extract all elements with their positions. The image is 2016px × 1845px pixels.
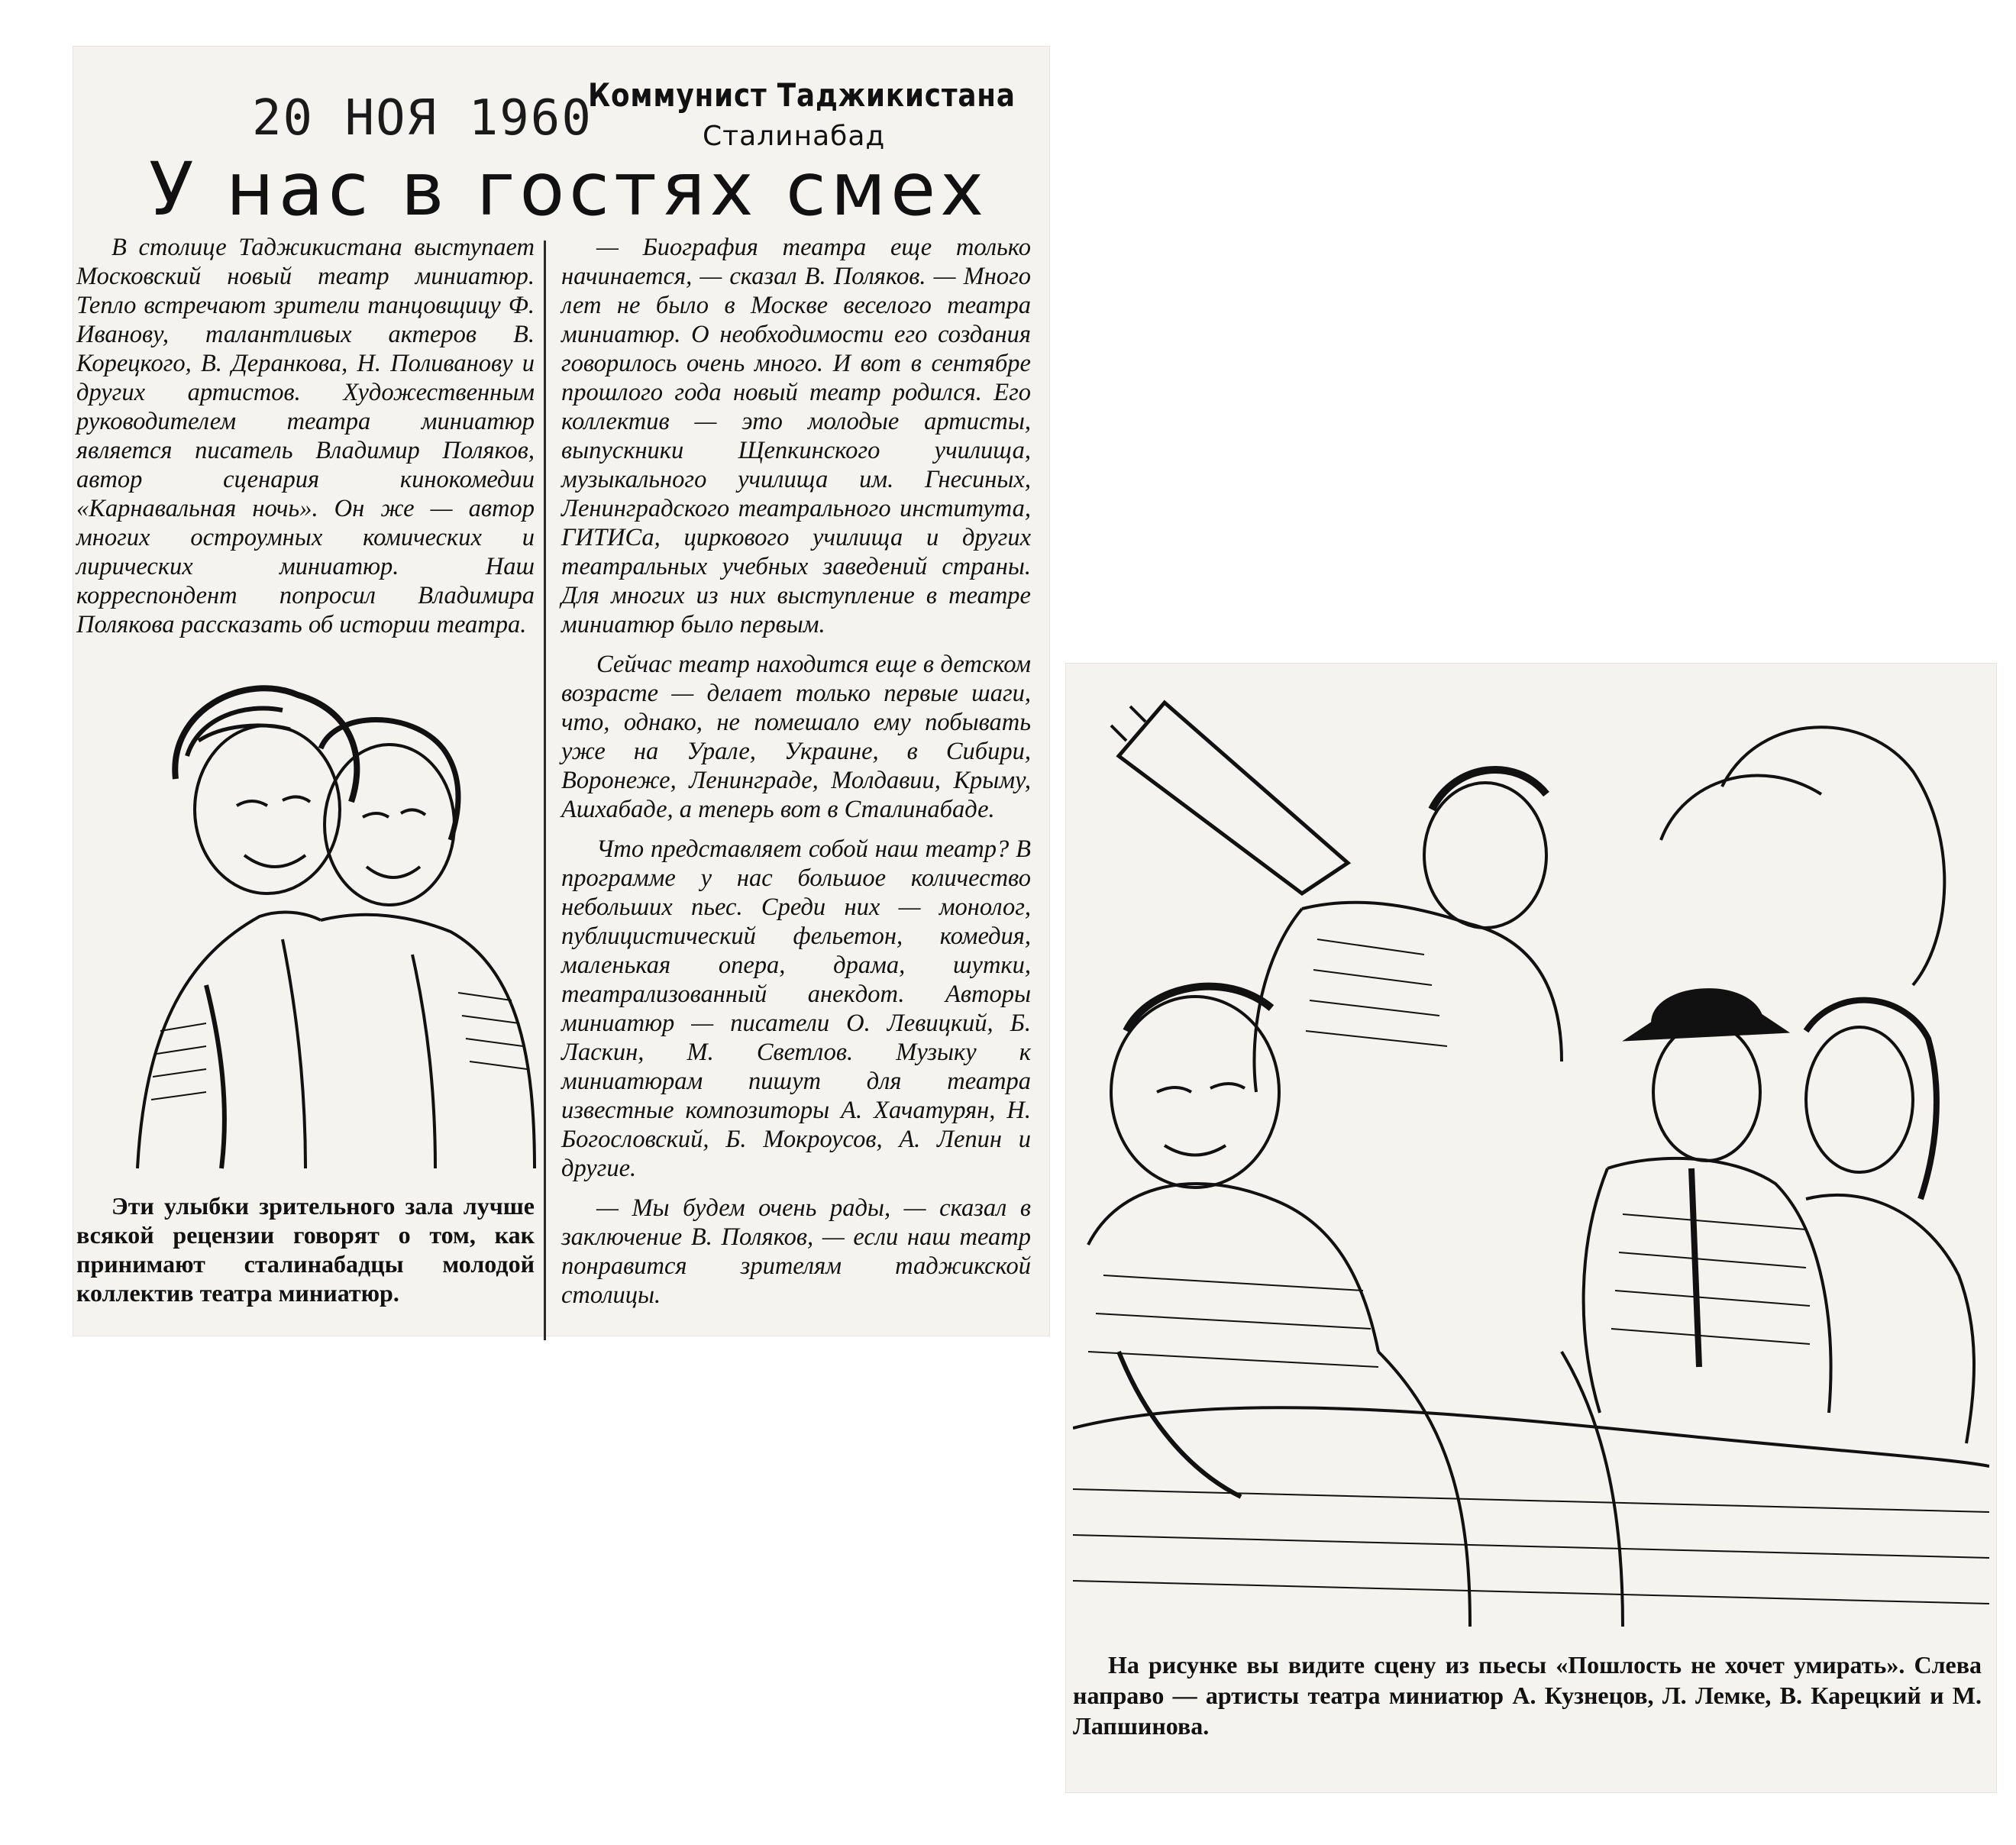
column-divider bbox=[544, 241, 546, 1340]
city-label: Сталинабад bbox=[703, 121, 886, 152]
audience-caption: Эти улыбки зрительного зала лучше всякой рецензии говорят о том, как принимают сталинабадцы молодой коллектив театра миниатюр. bbox=[76, 1192, 535, 1307]
article-paragraph: Что представляет собой наш театр? В программе у нас большое количество небольших пьес. Среди них — монолог, публицистический фельетон, комедия, маленькая опера, драма, шутки, театрализованный анекдот. Авторы миниатюр — писатели О. Левицкий, Б. Ласкин, М. Светлов. Музыку к миниатюрам пишут для театра известные композиторы А. Хачатурян, Н. Богословский, Б. Мокроусов, А. Лепин и другие. bbox=[561, 835, 1031, 1182]
article-paragraph: Сейчас театр находится еще в детском возрасте — делает только первые шаги, что, однако, не помешало ему побывать уже на Урале, Украине, в Сибири, Воронеже, Ленинграде, Молдавии, Крыму, Ашхабаде, а теперь вот в Сталинабаде. bbox=[561, 651, 1031, 823]
article-headline: У нас в гостях смех bbox=[149, 147, 989, 232]
article-paragraph: — Биография театра еще только начинается, — сказал В. Поляков. — Много лет не было в Москве веселого театра миниатюр. О необходимости его создания говорилось очень много. И вот в сентябре прошлого года новый театр родился. Его коллектив — это молодые артисты, выпускники Щепкинского училища, музыкального училища им. Гнесиных, Ленинградского театрального института, ГИТИСа, циркового училища и других театральных учебных заведений страны. Для многих из них выступление в театре миниатюр было первым. bbox=[561, 234, 1031, 638]
play-scene-caption: На рисунке вы видите сцену из пьесы «Пошлость не хочет умирать». Слева направо — артисты театра миниатюр А. Кузнецов, Л. Лемке, В. Карецкий и М. Лапшинова. bbox=[1073, 1651, 1982, 1740]
article-lead: В столице Таджикистана выступает Московский новый театр миниатюр. Тепло встречают зрители танцовщицу Ф. Иванову, талантливых актеров В. Корецкого, В. Деранкова, Н. Поливанову и других артистов. Художественным руководителем театра миниатюр является писатель Владимир Поляков, автор сценария кинокомедии «Карнавальная ночь». Он же — автор многих остроумных комических и лирических миниатюр. Наш корреспондент попросил Владимира Полякова рассказать об истории театра. bbox=[76, 234, 535, 638]
newspaper-masthead: Коммунист Таджикистана bbox=[588, 76, 1016, 114]
date-stamp: 20 НОЯ 1960 bbox=[252, 90, 593, 147]
article-paragraph: — Мы будем очень рады, — сказал в заключение В. Поляков, — если наш театр понравится зрителям таджикской столицы. bbox=[561, 1194, 1031, 1309]
play-scene-illustration bbox=[1073, 664, 1989, 1634]
audience-illustration bbox=[92, 664, 542, 1176]
article-body bbox=[561, 233, 1031, 1320]
